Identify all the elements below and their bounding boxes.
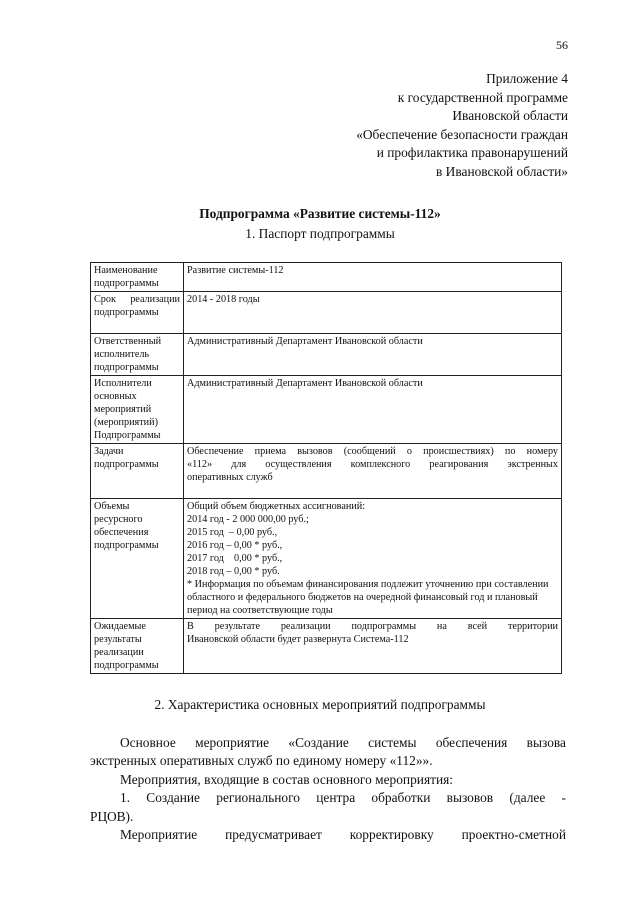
paragraph-line: Мероприятие предусматривает корректировку проектно-сметной bbox=[120, 827, 566, 843]
table-row bbox=[91, 334, 562, 376]
row-value-line: оперативных служб bbox=[187, 472, 273, 483]
subprogram-title: Подпрограмма «Развитие системы-112» bbox=[199, 206, 441, 221]
budget-line: 2018 год – 0,00 * руб. bbox=[187, 566, 280, 577]
paragraph-line: экстренных оперативных служб по единому номеру «112»». bbox=[90, 753, 433, 769]
body-text bbox=[90, 734, 566, 844]
row-value-line: В результате реализации подпрограммы на всей территории bbox=[187, 621, 558, 632]
budget-line: 2015 год – 0,00 руб., bbox=[187, 527, 278, 538]
budget-line: 2017 год 0,00 * руб., bbox=[187, 553, 283, 564]
table-row bbox=[91, 444, 562, 499]
appendix-line: Приложение 4 bbox=[486, 71, 568, 86]
paragraph-line: РЦОВ). bbox=[90, 808, 134, 824]
appendix-line: в Ивановской области» bbox=[436, 163, 568, 179]
page-number: 56 bbox=[556, 38, 568, 52]
row-label-line: Срок реализации bbox=[94, 294, 180, 305]
paragraph-line: 1. Создание регионального центра обработки вызовов (далее - bbox=[120, 790, 566, 806]
row-value: 2014 - 2018 годы bbox=[184, 292, 562, 334]
row-value bbox=[184, 444, 562, 499]
budget-line: 2014 год - 2 000 000,00 руб.; bbox=[187, 514, 309, 525]
table-row bbox=[91, 376, 562, 444]
row-label: Задачи подпрограммы bbox=[91, 444, 184, 499]
section-2-title: 2. Характеристика основных мероприятий подпрограммы bbox=[154, 697, 486, 712]
appendix-line: к государственной программе bbox=[397, 89, 568, 105]
row-label: Наименование подпрограммы bbox=[91, 263, 184, 292]
budget-note: * Информация по объемам финансирования подлежит уточнению при составлении областного и федерального бюджетов на очередной финансовый год и плановый период на соответствующие годы bbox=[187, 579, 549, 616]
budget-line: Общий объем бюджетных ассигнований: bbox=[187, 501, 366, 512]
table-row bbox=[91, 263, 562, 292]
row-label: Исполнители основных мероприятий (мероприятий) Подпрограммы bbox=[91, 376, 184, 444]
row-label: Ответственный исполнитель подпрограммы bbox=[91, 334, 184, 376]
row-value: Административный Департамент Ивановской области bbox=[184, 334, 562, 376]
row-value: Административный Департамент Ивановской области bbox=[184, 376, 562, 444]
passport-table bbox=[90, 262, 562, 674]
table-row bbox=[91, 292, 562, 334]
row-value-line: «112» для осуществления комплексного реагирования экстренных bbox=[187, 459, 558, 470]
row-value bbox=[184, 619, 562, 674]
appendix-line: и профилактика правонарушений bbox=[376, 145, 568, 161]
table-row bbox=[91, 619, 562, 674]
row-label-line: подпрограммы bbox=[94, 307, 159, 318]
appendix-line: Ивановской области bbox=[452, 108, 568, 124]
table-row bbox=[91, 499, 562, 619]
budget-line: 2016 год – 0,00 * руб., bbox=[187, 540, 283, 551]
row-value bbox=[184, 499, 562, 619]
row-label: Ожидаемые результаты реализации подпрограммы bbox=[91, 619, 184, 674]
passport-title: 1. Паспорт подпрограммы bbox=[245, 226, 395, 241]
appendix-line: «Обеспечение безопасности граждан bbox=[356, 126, 568, 142]
row-value: Развитие системы-112 bbox=[184, 263, 562, 292]
paragraph-line: Основное мероприятие «Создание системы обеспечения вызова bbox=[120, 735, 566, 750]
row-label: Объемы ресурсного обеспечения подпрограммы bbox=[91, 499, 184, 619]
appendix-block bbox=[238, 70, 568, 182]
row-label bbox=[91, 292, 184, 334]
row-value-line: Обеспечение приема вызовов (сообщений о происшествиях) по номеру bbox=[187, 446, 558, 457]
paragraph: Мероприятия, входящие в состав основного мероприятия: bbox=[120, 771, 454, 787]
row-value-line: Ивановской области будет развернута Система-112 bbox=[187, 634, 409, 645]
